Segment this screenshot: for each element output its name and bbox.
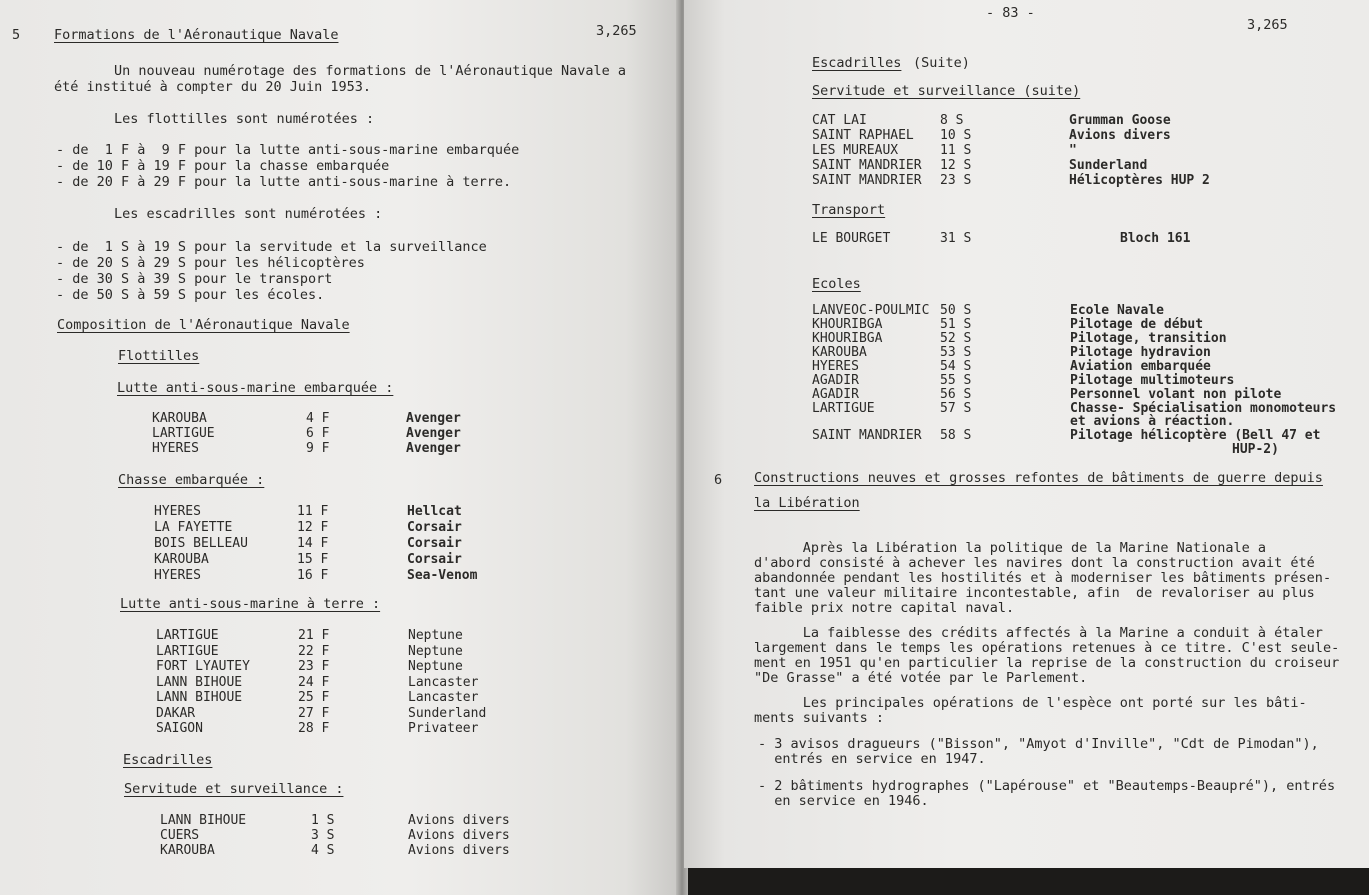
paragraph-line: d'abord consisté à achever les navires dont la construction avait été <box>754 555 1315 571</box>
cell-unit: 9 F <box>306 441 330 456</box>
cell-unit: 27 F <box>298 705 330 721</box>
cell-aircraft: Hélicoptères HUP 2 <box>1069 173 1210 188</box>
cell-unit: 28 F <box>298 721 330 736</box>
cell-base: LES MUREAUX <box>812 143 899 158</box>
cell-aircraft: Lancaster <box>408 674 479 690</box>
cell-aircraft: Avions divers <box>1069 128 1171 143</box>
cell-base: HYERES <box>154 504 201 519</box>
cell-base: LA FAYETTE <box>154 520 233 535</box>
cell-unit: 3 S <box>311 828 335 843</box>
cell-aircraft: Sea-Venom <box>407 568 478 583</box>
cell-unit: 6 F <box>306 426 330 441</box>
group-title: Servitude et surveillance : <box>124 781 344 797</box>
cell-unit: 10 S <box>940 128 972 143</box>
paragraph-line: faible prix notre capital naval. <box>754 600 1015 616</box>
cell-base: HYERES <box>154 568 201 583</box>
cell-aircraft: Chasse- Spécialisation monomoteurs <box>1070 401 1337 416</box>
range-line: - de 30 S à 39 S pour le transport <box>56 271 333 287</box>
cell-base: AGADIR <box>812 373 859 388</box>
escadrilles-heading: Les escadrilles sont numérotées : <box>114 206 383 222</box>
cell-unit: 31 S <box>940 231 972 246</box>
cell-unit: 12 S <box>940 158 972 173</box>
cell-base: KAROUBA <box>812 345 867 360</box>
paragraph-line: largement dans le temps les opérations retenues à ce titre. C'est seule- <box>754 640 1340 656</box>
folio: 3,265 <box>596 23 637 39</box>
group-title: Chasse embarquée : <box>118 472 265 488</box>
ecoles-title: Ecoles <box>812 276 861 292</box>
cell-base: KHOURIBGA <box>812 331 883 346</box>
cell-base: KAROUBA <box>154 552 209 567</box>
cell-aircraft: Neptune <box>408 659 463 674</box>
ecoles-continuation: et avions à réaction. <box>1070 414 1235 429</box>
escadrilles-title: Escadrilles <box>123 752 213 768</box>
cell-unit: 21 F <box>298 628 330 643</box>
cell-aircraft: Lancaster <box>408 690 479 705</box>
cell-aircraft: Ecole Navale <box>1070 303 1164 318</box>
right-page <box>684 0 1369 868</box>
flottilles-title: Flottilles <box>118 348 200 364</box>
cell-unit: 14 F <box>297 536 329 551</box>
paragraph-line: Les principales opérations de l'espèce ont porté sur les bâti- <box>754 695 1307 711</box>
cell-unit: 22 F <box>298 643 330 659</box>
servitude-suite-title: Servitude et surveillance (suite) <box>812 83 1081 99</box>
cell-aircraft: Pilotage, transition <box>1070 331 1227 346</box>
cell-unit: 16 F <box>297 568 329 583</box>
cell-aircraft: Grumman Goose <box>1069 113 1171 128</box>
cell-unit: 54 S <box>940 359 972 374</box>
cell-base: LARTIGUE <box>152 426 215 441</box>
range-line: - de 50 S à 59 S pour les écoles. <box>56 287 325 303</box>
flottilles-heading: Les flottilles sont numérotées : <box>114 111 375 127</box>
cell-base: LANN BIHOUE <box>156 690 243 705</box>
cell-base: SAIGON <box>156 721 203 736</box>
group-title: Lutte anti-sous-marine embarquée : <box>117 380 394 396</box>
cell-aircraft: Corsair <box>407 552 462 567</box>
cell-aircraft: Pilotage multimoteurs <box>1070 373 1235 388</box>
cell-unit: 56 S <box>940 387 972 402</box>
cell-base: CAT LAI <box>812 113 867 128</box>
paragraph-line: "De Grasse" a été votée par le Parlement. <box>754 670 1088 686</box>
ecoles-continuation: HUP-2) <box>1232 442 1279 457</box>
transport-title: Transport <box>812 202 886 218</box>
cell-base: DAKAR <box>156 705 196 721</box>
cell-aircraft: Avions divers <box>408 813 510 828</box>
page-number: - 83 - <box>986 5 1035 21</box>
cell-base: LARTIGUE <box>812 401 875 416</box>
cell-unit: 15 F <box>297 552 329 567</box>
cell-aircraft: Avenger <box>406 411 461 426</box>
cell-base: BOIS BELLEAU <box>154 536 248 551</box>
cell-aircraft: Corsair <box>407 536 462 551</box>
cell-unit: 51 S <box>940 317 972 332</box>
cell-aircraft: Avions divers <box>408 843 510 858</box>
cell-base: FORT LYAUTEY <box>156 659 250 674</box>
cell-unit: 24 F <box>298 674 330 690</box>
cell-base: HYERES <box>152 441 199 456</box>
cell-base: KHOURIBGA <box>812 317 883 332</box>
cell-unit: 53 S <box>940 345 972 360</box>
cell-aircraft: Neptune <box>408 628 463 643</box>
cell-base: LANN BIHOUE <box>160 813 247 828</box>
folio: 3,265 <box>1247 17 1288 33</box>
cell-base: CUERS <box>160 828 200 843</box>
cell-base: LANN BIHOUE <box>156 674 243 690</box>
cell-base: LARTIGUE <box>156 643 219 659</box>
list-item-line: en service en 1946. <box>758 793 929 809</box>
cell-aircraft: Corsair <box>407 520 462 535</box>
cell-base: SAINT MANDRIER <box>812 158 922 173</box>
intro-line: Un nouveau numérotage des formations de l'Aéronautique Navale a <box>114 63 627 79</box>
range-line: - de 1 F à 9 F pour la lutte anti-sous-marine embarquée <box>56 142 520 158</box>
cell-aircraft: Bloch 161 <box>1120 231 1191 246</box>
cell-base: LE BOURGET <box>812 231 891 246</box>
left-page <box>0 0 680 895</box>
cell-aircraft: Avions divers <box>408 828 510 843</box>
cell-base: HYERES <box>812 359 859 374</box>
range-line: - de 20 S à 29 S pour les hélicoptères <box>56 255 365 271</box>
cell-unit: 11 F <box>297 504 329 519</box>
cell-aircraft: Pilotage de début <box>1070 317 1204 332</box>
paragraph-line: abandonnée pendant les hostilités et à moderniser les bâtiments présen- <box>754 570 1332 586</box>
group-title: Lutte anti-sous-marine à terre : <box>120 596 381 612</box>
section-title: la Libération <box>754 495 860 511</box>
cell-unit: 50 S <box>940 303 972 318</box>
cell-unit: 12 F <box>297 520 329 535</box>
cell-aircraft: Pilotage hydravion <box>1070 345 1211 360</box>
cell-unit: 57 S <box>940 401 972 416</box>
paragraph-line: La faiblesse des crédits affectés à la Marine a conduit à étaler <box>754 625 1323 641</box>
cell-unit: 25 F <box>298 690 330 705</box>
cell-unit: 4 S <box>311 843 335 858</box>
paragraph-line: ment en 1951 qu'en particulier la reprise de la construction du croiseur <box>754 655 1340 671</box>
suite-tag: (Suite) <box>913 55 970 71</box>
cell-unit: 8 S <box>940 113 964 128</box>
range-line: - de 10 F à 19 F pour la chasse embarquée <box>56 158 390 174</box>
cell-unit: 58 S <box>940 428 972 443</box>
cell-aircraft: Avenger <box>406 441 461 456</box>
section-number: 5 <box>12 27 21 43</box>
paragraph-line: Après la Libération la politique de la Marine Nationale a <box>754 540 1267 556</box>
cell-base: LARTIGUE <box>156 628 219 643</box>
list-item-line: - 2 bâtiments hydrographes ("Lapérouse" et "Beautemps-Beaupré"), entrés <box>758 778 1336 794</box>
cell-unit: 11 S <box>940 143 972 158</box>
cell-unit: 1 S <box>311 813 335 828</box>
cell-unit: 55 S <box>940 373 972 388</box>
cell-aircraft: Avenger <box>406 426 461 441</box>
cell-unit: 4 F <box>306 411 330 426</box>
list-item-line: entrés en service en 1947. <box>758 751 986 767</box>
cell-unit: 23 S <box>940 173 972 188</box>
cell-aircraft: Personnel volant non pilote <box>1070 387 1282 402</box>
section-title: Formations de l'Aéronautique Navale <box>54 27 339 43</box>
cell-base: SAINT MANDRIER <box>812 173 922 188</box>
range-line: - de 20 F à 29 F pour la lutte anti-sous-marine à terre. <box>56 174 512 190</box>
paragraph-line: tant une valeur militaire incontestable, afin de revaloriser au plus <box>754 585 1315 601</box>
paragraph-line: ments suivants : <box>754 710 885 726</box>
cell-unit: 52 S <box>940 331 972 346</box>
cell-aircraft: Hellcat <box>407 504 462 519</box>
composition-title: Composition de l'Aéronautique Navale <box>57 317 350 333</box>
cell-aircraft: " <box>1069 143 1077 158</box>
cell-base: SAINT RAPHAEL <box>812 128 914 143</box>
intro-line: été institué à compter du 20 Juin 1953. <box>54 79 371 95</box>
section-title: Constructions neuves et grosses refontes de bâtiments de guerre depuis <box>754 470 1323 486</box>
cell-aircraft: Sunderland <box>408 705 487 721</box>
cell-unit: 23 F <box>298 659 330 674</box>
cell-aircraft: Sunderland <box>1069 158 1148 173</box>
escadrilles-suite-title: Escadrilles <box>812 55 902 71</box>
cell-base: LANVEOC-POULMIC <box>812 303 930 318</box>
cell-base: AGADIR <box>812 387 859 402</box>
cell-aircraft: Aviation embarquée <box>1070 359 1211 374</box>
range-line: - de 1 S à 19 S pour la servitude et la surveillance <box>56 239 487 255</box>
cell-base: SAINT MANDRIER <box>812 428 922 443</box>
cell-aircraft: Privateer <box>408 721 479 736</box>
cell-base: KAROUBA <box>160 843 215 858</box>
cell-aircraft: Pilotage hélicoptère (Bell 47 et <box>1070 428 1321 443</box>
section-number: 6 <box>714 472 723 488</box>
list-item-line: - 3 avisos dragueurs ("Bisson", "Amyot d'Inville", "Cdt de Pimodan"), <box>758 736 1319 752</box>
cell-base: KAROUBA <box>152 411 207 426</box>
cell-aircraft: Neptune <box>408 643 463 659</box>
